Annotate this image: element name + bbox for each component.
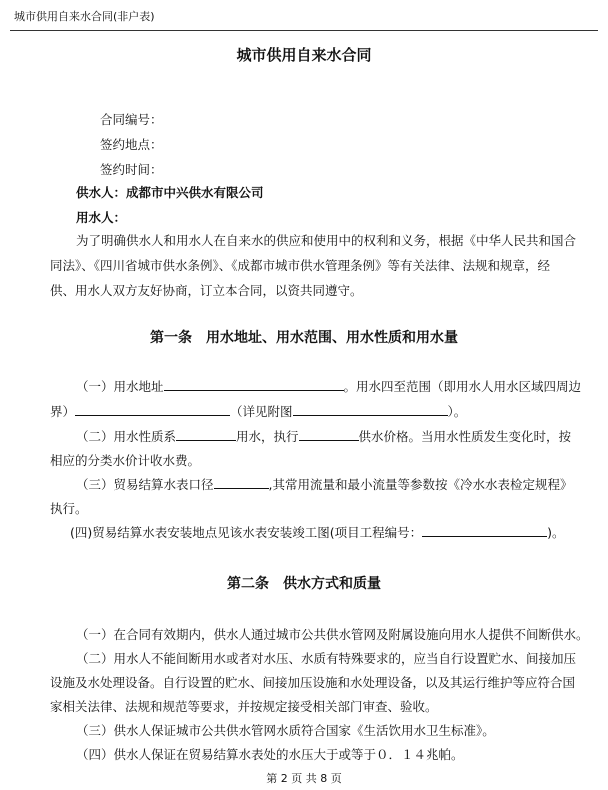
page-number: 第 2 页 共 8 页 [266, 772, 342, 785]
article-2-line-4: 家相关法律、法规和规范等要求，并按规定接受相关部门审查、验收。 [50, 699, 438, 714]
contract-number-label: 合同编号： [100, 112, 163, 127]
clause-text: (四)贸易结算水表安装地点见该水表安装竣工图(项目工程编号： [70, 525, 423, 540]
page-header: 城市供用自来水合同(非户表) [14, 10, 155, 23]
supplier-line: 供水人：成都市中兴供水有限公司 [76, 185, 264, 200]
article-1-title: 第一条 用水地址、用水范围、用水性质和用水量 [150, 330, 458, 346]
article-2-title: 第二条 供水方式和质量 [227, 576, 381, 592]
clause-text: ,其常用流量和最小流量等参数按《冷水水表检定规程》 [268, 477, 573, 492]
user-line: 用水人： [76, 210, 127, 225]
article-1-clause-1-line-1 [76, 377, 581, 395]
clause-text: 界） [50, 404, 76, 419]
article-1-clause-2-line-1 [76, 427, 571, 445]
sign-place-label: 签约地点： [100, 137, 163, 152]
article-1-clause-4 [70, 523, 565, 541]
attachment-blank [293, 403, 448, 416]
clause-text: 用水，执行 [236, 429, 299, 444]
clause-text: （三）贸易结算水表口径 [76, 477, 214, 492]
article-2-line-1: （一）在合同有效期内，供水人通过城市公共供水管网及附属设施向用水人提供不间断供水。 [76, 627, 589, 642]
header-divider [10, 30, 598, 31]
clause-text: ）。 [447, 404, 467, 419]
article-2-line-5: （三）供水人保证城市公共供水管网水质符合国家《生活饮用水卫生标准》。 [76, 723, 495, 738]
article-1-clause-3-line-2: 执行。 [50, 501, 88, 516]
article-2-line-3: 设施及水处理设备。自行设置的贮水、间接加压设施和水处理设备，以及其运行维护等应符合国 [50, 675, 576, 690]
article-1-clause-3-line-1 [76, 475, 573, 493]
clause-text: )。 [547, 525, 565, 540]
document-title: 城市供用自来水合同 [236, 46, 372, 64]
intro-line-3: 供、用水人双方友好协商，订立本合同，以资共同遵守。 [50, 283, 363, 298]
intro-line-2: 同法》、《四川省城市供水条例》、《成都市城市供水管理条例》等有关法律、法规和规章，经 [50, 258, 551, 273]
boundary-blank [75, 403, 230, 416]
address-blank [164, 378, 344, 391]
price-type-blank [299, 428, 359, 441]
usage-type-blank [176, 428, 236, 441]
article-2-line-6: （四）供水人保证在贸易结算水表处的水压大于或等于０．１４兆帕。 [76, 747, 464, 762]
clause-text: 供水价格。当用水性质发生变化时，按 [358, 429, 572, 444]
project-number-blank [422, 524, 547, 537]
clause-text: （详见附图 [230, 404, 293, 419]
clause-text: 。用水四至范围（即用水人用水区域四周边 [343, 379, 582, 394]
article-2-line-2: （二）用水人不能间断用水或者对水压、水质有特殊要求的，应当自行设置贮水、间接加压 [76, 651, 577, 666]
article-1-clause-1-line-2 [50, 402, 466, 420]
intro-line-1: 为了明确供水人和用水人在自来水的供应和使用中的权利和义务，根据《中华人民共和国合 [76, 233, 577, 248]
article-1-clause-2-line-2: 相应的分类水价计收水费。 [50, 453, 201, 468]
clause-text: （二）用水性质系 [76, 429, 177, 444]
meter-caliber-blank [214, 476, 269, 489]
sign-time-label: 签约时间： [100, 162, 163, 177]
clause-text: （一）用水地址 [76, 379, 164, 394]
